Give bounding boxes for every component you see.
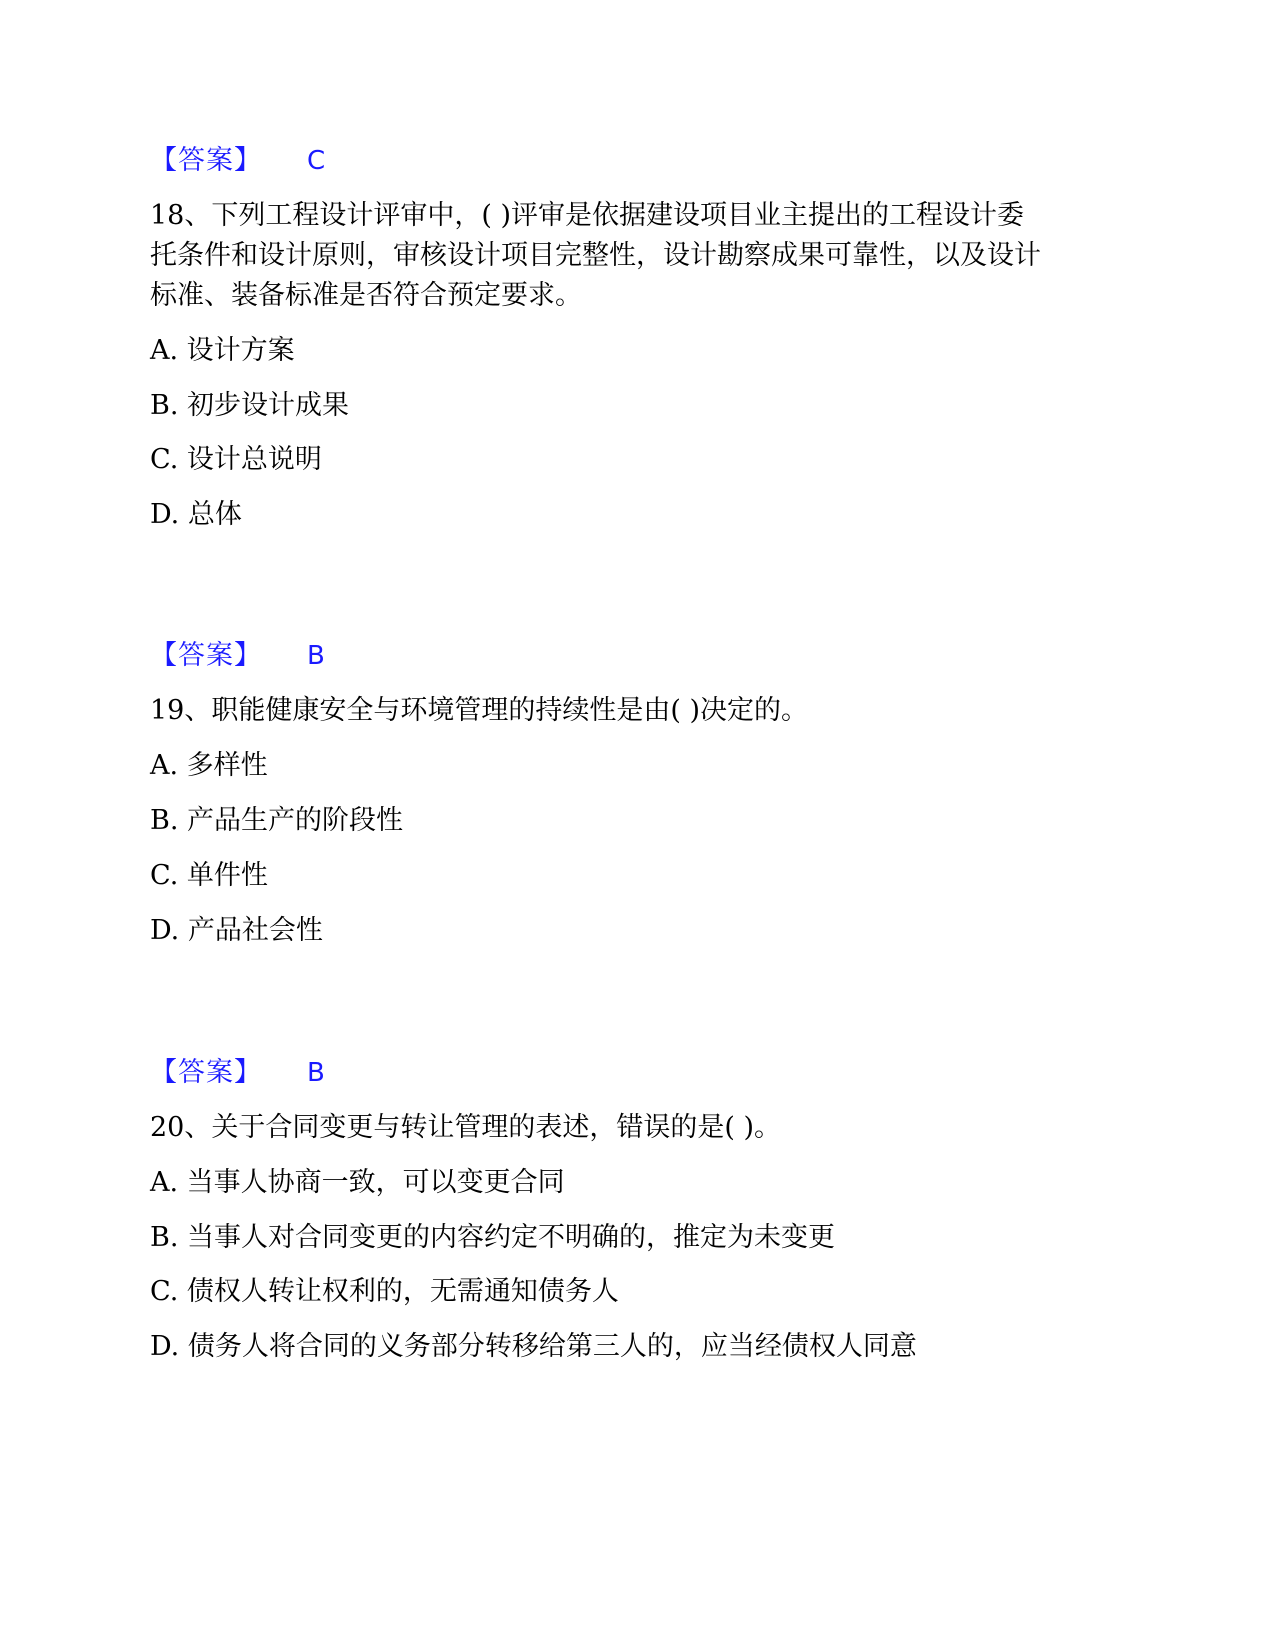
answer-value: B — [307, 641, 325, 671]
option-a: A. 多样性 — [150, 750, 268, 781]
question-stem-line: 19、职能健康安全与环境管理的持续性是由( )决定的。 — [150, 695, 809, 726]
option-d: D. 总体 — [150, 499, 242, 530]
answer-row-2 — [150, 636, 325, 676]
answer-row-3 — [150, 1053, 325, 1093]
option-a: A. 设计方案 — [150, 335, 295, 366]
question-stem-line: 20、关于合同变更与转让管理的表述，错误的是( )。 — [150, 1112, 782, 1143]
option-d: D. 产品社会性 — [150, 915, 323, 946]
question-stem-line: 托条件和设计原则，审核设计项目完整性，设计勘察成果可靠性，以及设计 — [150, 240, 1041, 271]
answer-label: 【答案】 — [150, 640, 262, 671]
option-c: C. 设计总说明 — [150, 444, 322, 475]
question-stem-line: 标准、装备标准是否符合预定要求。 — [150, 280, 582, 311]
option-b: B. 当事人对合同变更的内容约定不明确的，推定为未变更 — [150, 1222, 836, 1253]
option-b: B. 初步设计成果 — [150, 390, 350, 421]
answer-label: 【答案】 — [150, 145, 262, 176]
option-b: B. 产品生产的阶段性 — [150, 805, 404, 836]
option-a: A. 当事人协商一致，可以变更合同 — [150, 1167, 565, 1198]
answer-value: C — [307, 146, 326, 176]
answer-value: B — [307, 1058, 325, 1088]
option-c: C. 债权人转让权利的，无需通知债务人 — [150, 1276, 619, 1307]
answer-label: 【答案】 — [150, 1057, 262, 1088]
answer-row-1 — [150, 141, 326, 181]
option-d: D. 债务人将合同的义务部分转移给第三人的，应当经债权人同意 — [150, 1331, 917, 1362]
option-c: C. 单件性 — [150, 860, 268, 891]
question-stem-line: 18、下列工程设计评审中，( )评审是依据建设项目业主提出的工程设计委 — [150, 200, 1025, 231]
